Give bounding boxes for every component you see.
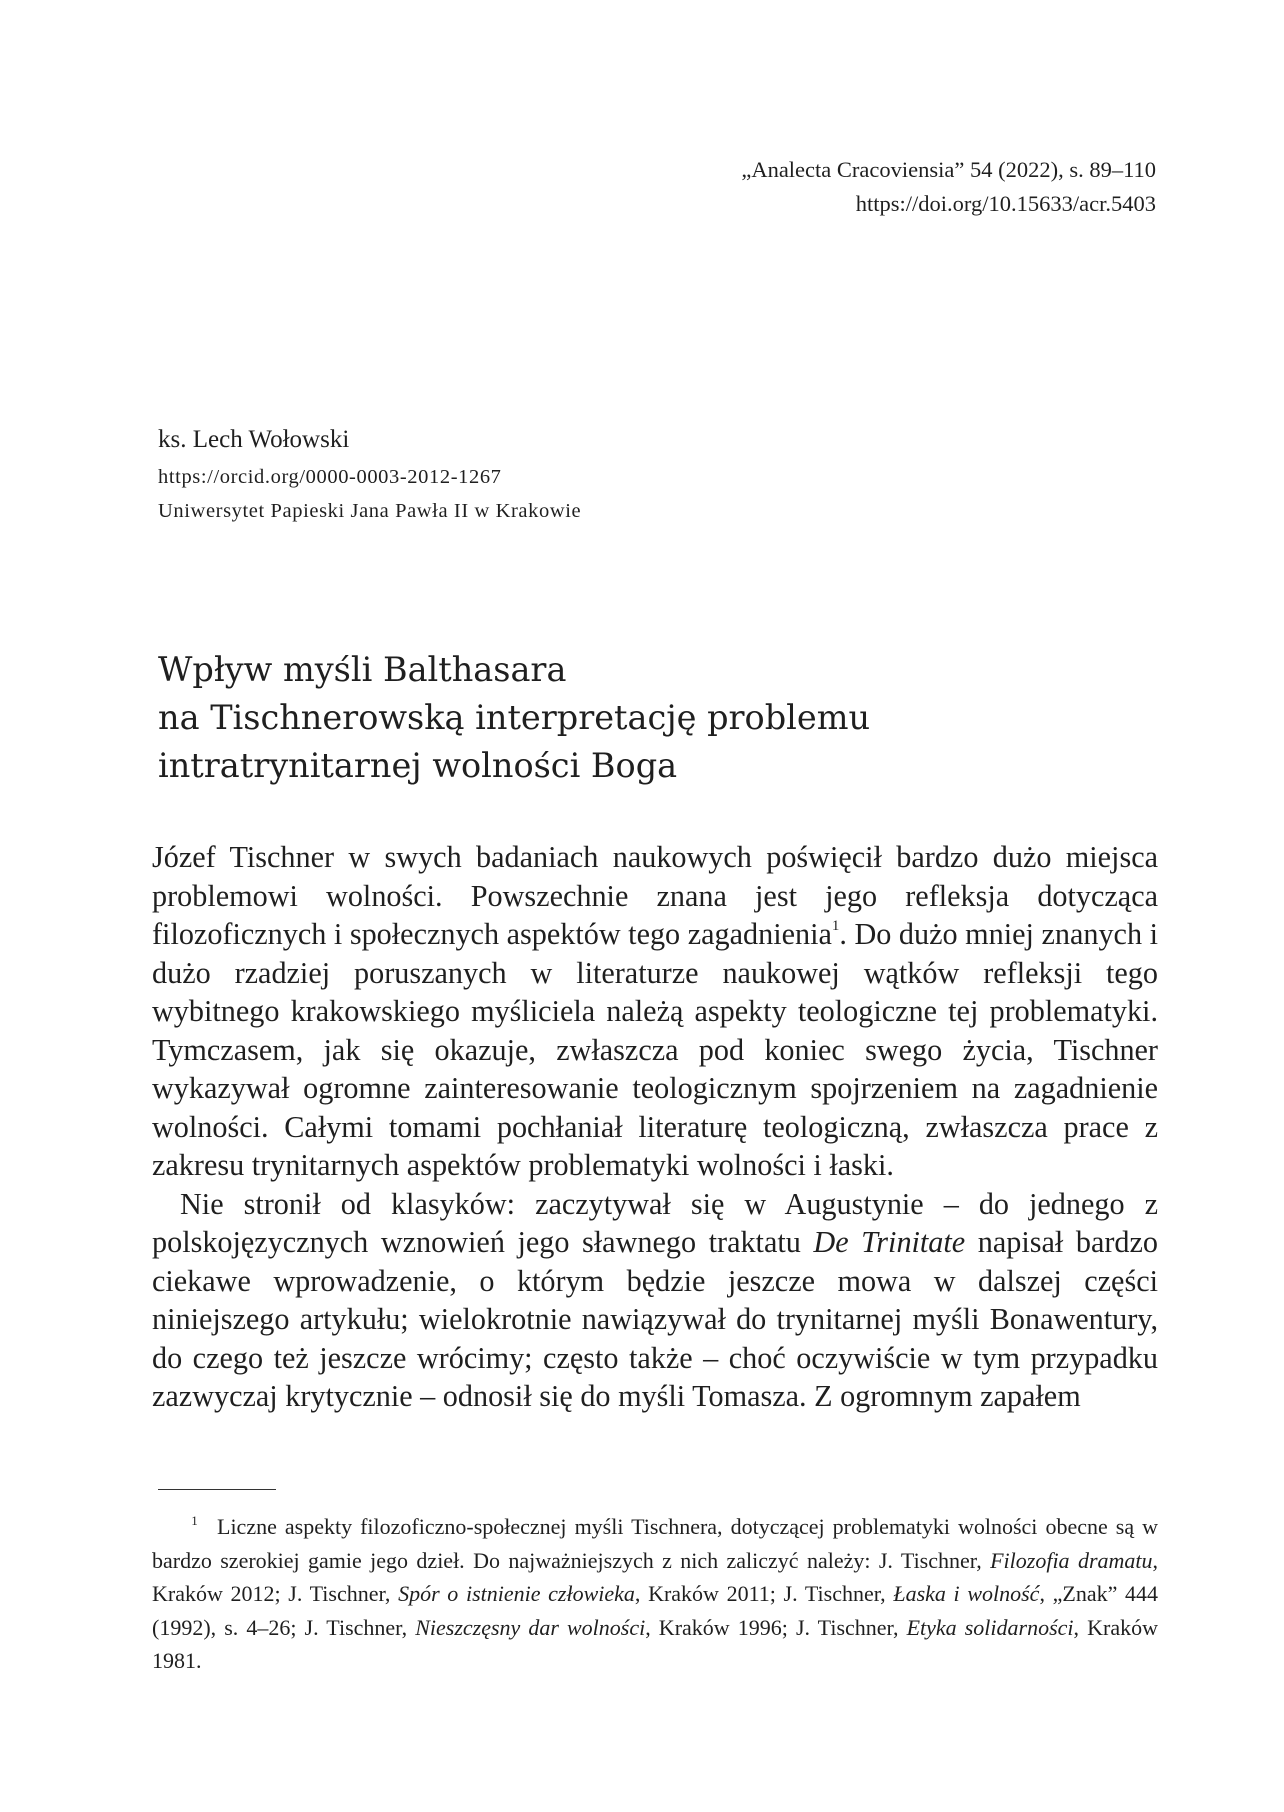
author-orcid: https://orcid.org/0000-0003-2012-1267 [158,466,502,488]
paragraph-1 [152,838,1158,1185]
title-line-3: intratrynitarnej wolności Boga [158,746,678,785]
footnote-work-5: Etyka solidarności [906,1614,1074,1640]
paragraph-1-text-b: . Do dużo mniej znanych i dużo rzadziej poruszanych w literaturze naukowej wątków refleksji tego wybitnego krakowskiego myśliciela należą aspekty teologiczne tej problematyki. Tymczasem, jak się okazuje, zwłaszcza pod koniec swego życia, Tischner wykazywał ogromne zainteresowanie teologicznym spojrzeniem na zagadnienie wolności. Całymi tomami pochłaniał literaturę teologiczną, zwłaszcza prace z zakresu trynitarnych aspektów problematyki wolności i łaski. [152,917,1158,1182]
title-line-2: na Tischnerowską interpretację problemu [158,698,871,737]
author-affiliation: Uniwersytet Papieski Jana Pawła II w Krakowie [158,500,582,522]
footnote-separator [158,1489,276,1490]
footnote-text-3: , Kraków 2011; J. Tischner, [634,1581,894,1606]
author-name: ks. Lech Wołowski [158,426,350,453]
title-line-1: Wpływ myśli Balthasara [158,650,567,689]
journal-citation: „Analecta Cracoviensia” 54 (2022), s. 89–110 [741,157,1156,182]
article-title [158,646,1158,790]
footnote-reference: 1 [831,918,840,934]
footnote-work-3: Łaska i wolność [893,1581,1040,1606]
footnote-work-1: Filozofia dramatu [990,1547,1153,1573]
journal-doi: https://doi.org/10.15633/acr.5403 [855,191,1156,216]
footnote: 1 Liczne aspekty filozoficzno-społecznej myśli Tischnera, dotyczącej problematyki wolności obecne są w bardzo szerokiej gamie jego dzieł. Do najważniejszych z nich zaliczyć należy: J. Tischner, Filozofia dramatu, Kraków 2012; J. Tischner, Spór o istnienie człowieka, Kraków 2011; J. Tischner, Łaska i wolność, „Znak” 444 (1992), s. 4–26; J. Tischner, Nieszczęsny dar wolności, Kraków 1996; J. Tischner, Etyka solidarności, Kraków 1981. [152,1513,1159,1673]
paragraph-2-text-a: Nie stronił od klasyków: zaczytywał się w Augustynie – do jednego z polskojęzycznych wznowień jego sławnego traktatu [152,1186,1158,1259]
footnote-text-2: , Kraków 2012; J. Tischner, [152,1547,1159,1606]
footnote-work-4: Nieszczęsny dar wolności [415,1614,646,1640]
work-title-de-trinitate: De Trinitate [813,1225,966,1259]
article-body [152,838,1158,1416]
footnote-text-1: Liczne aspekty filozoficzno-społecznej myśli Tischnera, dotyczącej problematyki wolności obecne są w bardzo szerokiej gamie jego dzieł. Do najważniejszych z nich zaliczyć należy: J. Tischner, [152,1514,1158,1573]
footnote-text-4: , „Znak” 444 (1992), s. 4–26; J. Tischner, [152,1581,1158,1640]
paragraph-2-text-b: napisał bardzo ciekawe wprowadzenie, o którym będzie jeszcze mowa w dalszej części niniejszego artykułu; wielokrotnie nawiązywał do trynitarnej myśli Bonawentury, do czego też jeszcze wrócimy; często także – choć oczywiście w tym przypadku zazwyczaj krytycznie – odnosił się do myśli Tomasza. Z ogromnym zapałem [152,1225,1158,1413]
author-block [158,420,581,528]
paragraph-1-text-a: Józef Tischner w swych badaniach naukowych poświęcił bardzo dużo miejsca problemowi wolności. Powszechnie znana jest jego refleksja dotycząca filozoficznych i społecznych aspektów tego zagadnienia [152,840,1158,951]
paragraph-2 [152,1185,1158,1416]
journal-header [741,153,1156,221]
footnote-text-5: , Kraków 1996; J. Tischner, [645,1614,907,1640]
footnote-text-6: , Kraków 1981. [152,1614,1158,1673]
footnote-work-2: Spór o istnienie człowieka [398,1581,635,1606]
